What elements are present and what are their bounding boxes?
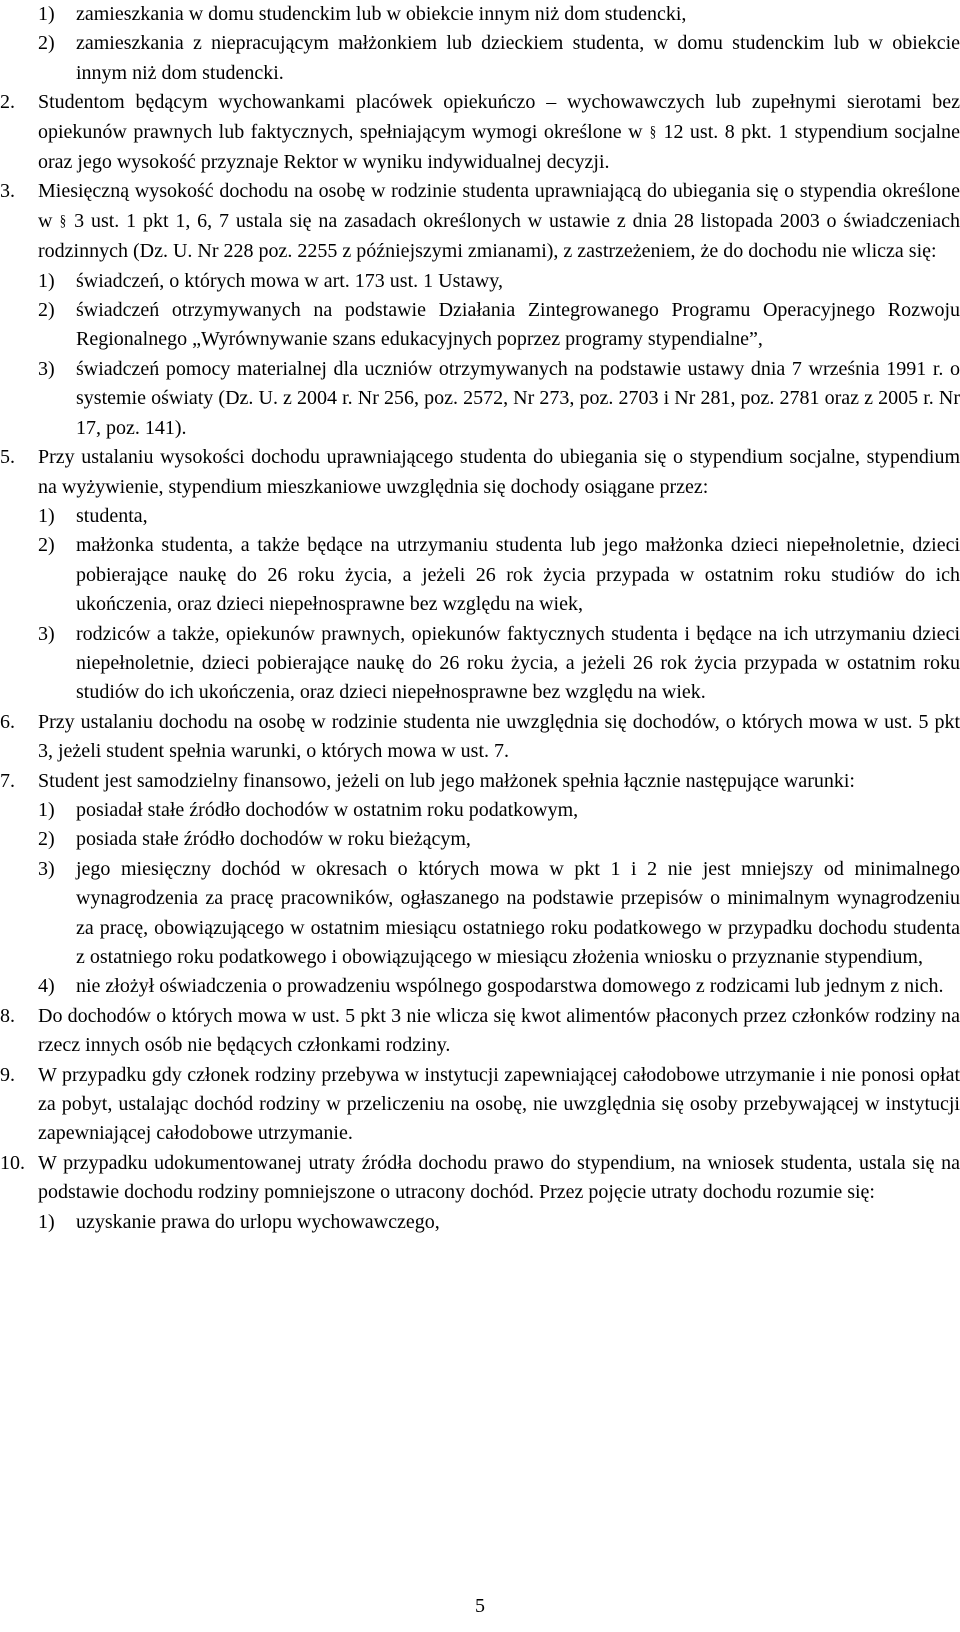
item-number: 1) [38,1210,55,1233]
item-text: Przy ustalaniu dochodu na osobę w rodzinie studenta nie uwzględnia się dochodów, o których mowa w ust. 5 pkt 3, jeżeli student spełnia warunki, o których mowa w ust. 7. [38,710,960,763]
section-sign: § [60,212,67,230]
list-item [0,355,960,443]
item-number: 1) [38,3,55,25]
list-item [0,0,960,29]
item-number: 2) [38,534,55,557]
list-item [0,296,960,355]
item-text: posiada stałe źródło dochodów w roku bieżącym, [76,828,471,851]
section-paragraph [0,88,960,177]
item-text: Studentom będącym wychowankami placówek opiekuńczo – wychowawczych lub zupełnymi sierotami bez opiekunów prawnych lub faktycznych, spełniającym wymogi określone w § 12 ust. 8 pkt. 1 stypendium socjalne oraz jego wysokość przyznaje Rektor w wyniku indywidualnej decyzji. [38,91,960,174]
list-item [0,267,960,296]
item-number: 4) [38,975,55,998]
item-text: małżonka studenta, a także będące na utrzymaniu studenta lub jego małżonka dzieci niepełnoletnie, dzieci pobierające naukę do 26 roku życia, a jeżeli 26 rok życia przypada w ostatnim roku studiów do ich ukończenia, oraz dzieci niepełnosprawne bez względu na wiek, [76,534,960,616]
item-number: 3) [38,622,55,645]
list-item [0,620,960,708]
section-paragraph [0,1061,960,1149]
item-number: 2) [38,299,55,322]
item-number: 2) [38,828,55,851]
section-paragraph [0,708,960,767]
item-text: rodziców a także, opiekunów prawnych, opiekunów faktycznych studenta i będące na ich utrzymaniu dzieci niepełnoletnie, dzieci pobierające naukę do 26 roku życia, a jeżeli 26 rok życia przypada w ostatnim roku studiów do ich ukończenia, oraz dzieci niepełnosprawne bez względu na wiek. [76,622,960,704]
item-text: Do dochodów o których mowa w ust. 5 pkt 3 nie wlicza się kwot alimentów płaconych przez członków rodziny na rzecz innych osób nie będących członkami rodziny. [38,1004,960,1057]
list-item [0,1208,960,1237]
item-number: 3) [38,857,55,880]
item-text: studenta, [76,504,148,527]
item-number: 2) [38,32,55,55]
section-sign: § [649,123,657,141]
item-text: świadczeń, o których mowa w art. 173 ust. 1 Ustawy, [76,269,503,292]
section-paragraph [0,443,960,502]
item-number: 8. [0,1004,15,1027]
section-paragraph [0,1002,960,1061]
item-number: 3. [0,180,15,203]
page-number: 5 [475,1595,485,1617]
list-item [0,855,960,973]
item-text: Student jest samodzielny finansowo, jeżeli on lub jego małżonek spełnia łącznie następujące warunki: [38,769,855,792]
item-number: 5. [0,446,15,469]
list-item [0,502,960,531]
item-number: 3) [38,357,55,380]
item-text: Miesięczną wysokość dochodu na osobę w rodzinie studenta uprawniającą do ubiegania się o stypendia określone w § 3 ust. 1 pkt 1, 6, 7 ustala się na zasadach określonych w ustawie z dnia 28 listopada 2003 o świadczeniach rodzinnych (Dz. U. Nr 228 poz. 2255 z późniejszymi zmianami), z zastrzeżeniem, że do dochodu nie wlicza się: [38,180,960,263]
item-text: uzyskanie prawa do urlopu wychowawczego, [76,1210,440,1233]
item-number: 10. [0,1151,25,1174]
list-item [0,29,960,88]
item-text: jego miesięczny dochód w okresach o których mowa w pkt 1 i 2 nie jest mniejszy od minimalnego wynagrodzenia za pracę pracowników, ogłaszanego na podstawie przepisów o minimalnym wynagrodzeniu za pracę, obowiązującego w ostatnim miesiącu ostatniego roku podatkowego w przypadku dochodu studenta z ostatniego roku podatkowego i obowiązującego w miesiącu złożenia wniosku o przyznanie stypendium, [76,857,960,968]
item-number: 1) [38,269,55,292]
item-text: zamieszkania w domu studenckim lub w obiekcie innym niż dom studencki, [76,3,687,25]
list-item [0,531,960,619]
item-number: 1) [38,504,55,527]
section-paragraph [0,1149,960,1208]
item-text: Przy ustalaniu wysokości dochodu uprawniającego studenta do ubiegania się o stypendium socjalne, stypendium na wyżywienie, stypendium mieszkaniowe uwzględnia się dochody osiągane przez: [38,446,960,498]
item-number: 9. [0,1063,15,1086]
list-item [0,825,960,854]
item-number: 1) [38,798,55,821]
item-number: 7. [0,769,15,792]
item-text: W przypadku udokumentowanej utraty źródła dochodu prawo do stypendium, na wniosek studenta, ustala się na podstawie dochodu rodziny pomniejszone o utracony dochód. Przez pojęcie utraty dochodu rozumie się: [38,1151,960,1204]
item-number: 2. [0,91,15,114]
item-text: świadczeń pomocy materialnej dla uczniów otrzymywanych na podstawie ustawy dnia 7 września 1991 r. o systemie oświaty (Dz. U. z 2004 r. Nr 256, poz. 2572, Nr 273, poz. 2703 i Nr 281, poz. 2781 oraz z 2005 r. Nr 17, poz. 141). [76,357,960,439]
item-text: zamieszkania z niepracującym małżonkiem lub dzieckiem studenta, w domu studenckim lub w obiekcie innym niż dom studencki. [76,32,960,84]
section-paragraph [0,767,960,796]
item-text: świadczeń otrzymywanych na podstawie Działania Zintegrowanego Programu Operacyjnego Rozwoju Regionalnego „Wyrównywanie szans edukacyjnych poprzez programy stypendialne”, [76,299,960,351]
item-text: posiadał stałe źródło dochodów w ostatnim roku podatkowym, [76,798,579,821]
list-item [0,972,960,1001]
section-paragraph [0,177,960,266]
item-text: W przypadku gdy członek rodziny przebywa w instytucji zapewniającej całodobowe utrzymanie i nie ponosi opłat za pobyt, ustalając dochód rodziny w przeliczeniu na osobę, nie uwzględnia się osoby przebywającej w instytucji zapewniającej całodobowe utrzymanie. [38,1063,960,1145]
list-item [0,796,960,825]
item-number: 6. [0,710,15,733]
item-text: nie złożył oświadczenia o prowadzeniu wspólnego gospodarstwa domowego z rodzicami lub jednym z nich. [76,975,944,998]
